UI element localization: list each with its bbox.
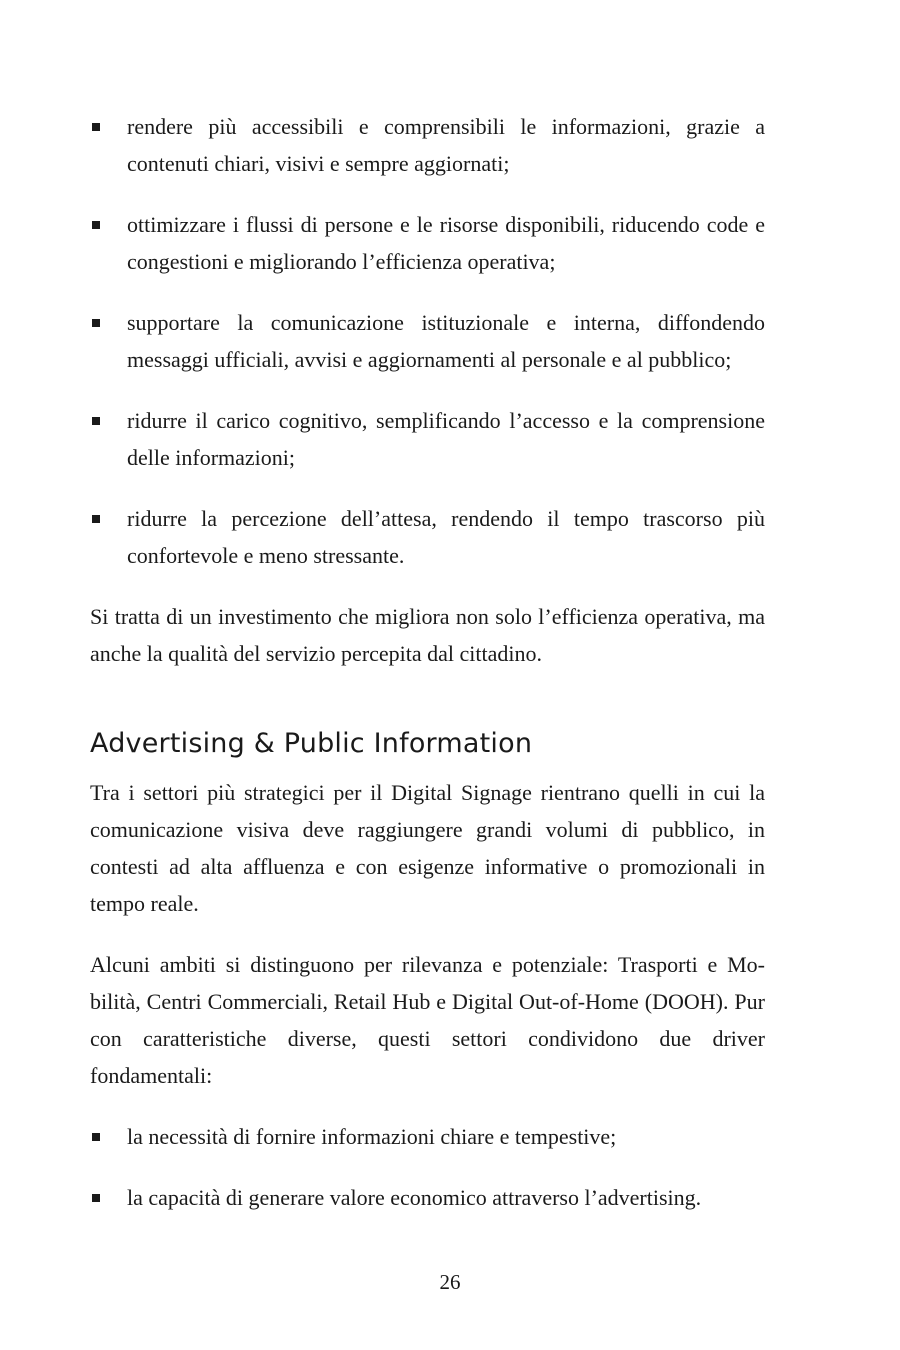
list-item-text: rendere più accessibili e comprensibili le informazioni, grazie a contenuti chiari, visivi e sempre aggiornati; [127, 114, 765, 176]
list-item [90, 1118, 765, 1155]
list-item-text: la necessità di fornire informazioni chiare e tempestive; [127, 1124, 617, 1149]
list-item-text: ridurre la percezione dell’attesa, rendendo il tempo trascorso più confortevole e meno stressante. [127, 506, 765, 568]
list-item [90, 206, 765, 280]
list-item [90, 1179, 765, 1216]
square-bullet-icon [92, 221, 100, 229]
square-bullet-icon [92, 1194, 100, 1202]
square-bullet-icon [92, 123, 100, 131]
list-item-text: ridurre il carico cognitivo, semplificando l’accesso e la comprensione delle informazioni; [127, 408, 765, 470]
summary-paragraph: Si tratta di un investimento che migliora non solo l’efficienza operativa, ma anche la qualità del servizio percepita dal cittadino. [90, 604, 765, 666]
list-item [90, 304, 765, 378]
list-item-text: supportare la comunicazione istituzionale e interna, diffondendo messaggi ufficiali, avvisi e aggiornamenti al personale e al pubblico; [127, 310, 765, 372]
section-heading: Advertising & Public Information [90, 728, 533, 759]
page-content [90, 108, 765, 1240]
square-bullet-icon [92, 1133, 100, 1141]
list-item-text: la capacità di generare valore economico attraverso l’advertising. [127, 1185, 702, 1210]
page-number: 26 [439, 1270, 461, 1294]
square-bullet-icon [92, 319, 100, 327]
square-bullet-icon [92, 515, 100, 523]
square-bullet-icon [92, 417, 100, 425]
list-item [90, 108, 765, 182]
list-item-text: ottimizzare i flussi di persone e le risorse disponibili, riducendo code e congestioni e migliorando l’efficienza operativa; [127, 212, 765, 274]
section-paragraph: Tra i settori più strategici per il Digital Signage rientrano quelli in cui la comunicazione visiva deve raggiungere grandi volumi di pubblico, in contesti ad alta affluenza e con esigenze informative o promozionali in tempo reale. [90, 780, 765, 916]
list-item [90, 402, 765, 476]
drivers-list [90, 1118, 765, 1216]
section-paragraph: Alcuni ambiti si distinguono per rilevanza e potenziale: Trasporti e Mobilità, Centri Commerciali, Retail Hub e Digital Out-of-Home (DOOH). Pur con caratteristiche diverse, questi settori condividono due driver fondamentali: [90, 952, 765, 1088]
benefits-list [90, 108, 765, 574]
list-item [90, 500, 765, 574]
